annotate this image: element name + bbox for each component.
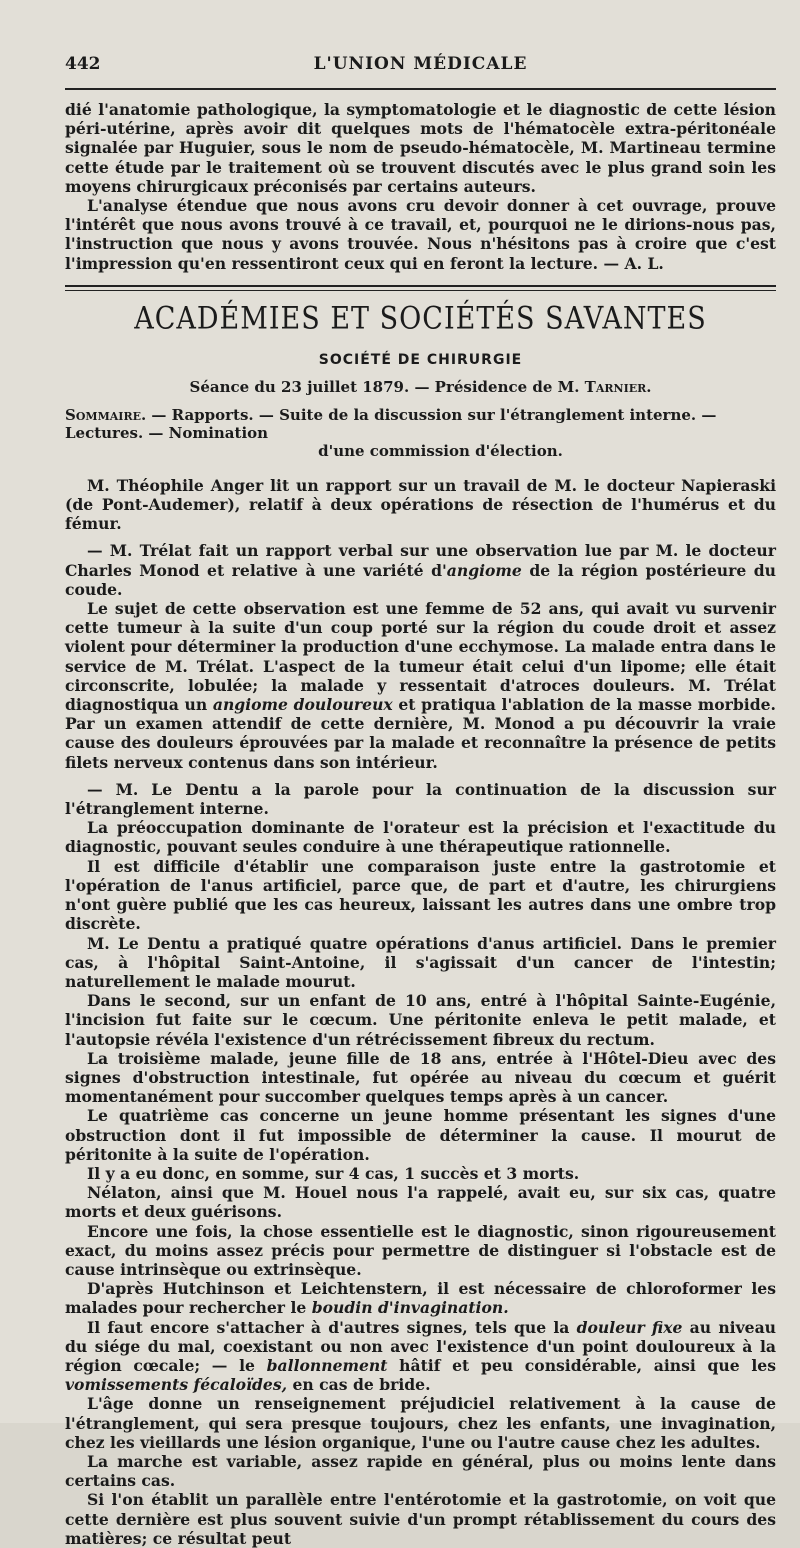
paragraph-third-case: La troisième malade, jeune fille de 18 ans, entrée à l'Hôtel-Dieu avec des signes d'obstruction intestinale, fut opérée au niveau du cœcum et guérit momentanément pour succomber quelques temps après à un cancer. (65, 1048, 776, 1107)
summary (65, 406, 776, 460)
summary-line-1 (65, 406, 776, 442)
session-text: Séance du 23 juillet 1879. — Présidence de M. (189, 377, 585, 396)
journal-title: L'UNION MÉDICALE (313, 54, 528, 74)
text-run: et pratiqua l'ablation de la masse morbide. Par un examen attendif de cette dernière, M. Monod a pu découvrir la vraie cause des douleurs éprouvées par la malade et reconnaître la présence de petits filets nerveux contenus dans son intérieur. (65, 695, 776, 772)
paragraph-observation (65, 599, 776, 772)
italic-run: angiome douloureux (212, 695, 393, 715)
running-header (65, 54, 776, 90)
session-line (65, 378, 776, 396)
paragraph-le-dentu: — M. Le Dentu a la parole pour la continuation de la discussion sur l'étranglement interne. (65, 779, 776, 819)
article-body (65, 476, 776, 1548)
paragraph-fourth-case: Le quatrième cas concerne un jeune homme présentant les signes d'une obstruction dont il fut impossible de déterminer la cause. Il mourut de péritonite à la suite de l'opération. (65, 1106, 776, 1164)
paragraph-anger: M. Théophile Anger lit un rapport sur un travail de M. le docteur Napieraski (de Pont-Audemer), relatif à deux opérations de résection de l'humérus et du fémur. (65, 475, 776, 534)
italic-run: vomissements fécaloïdes, (65, 1375, 288, 1395)
paragraph-hutchinson (65, 1279, 776, 1317)
summary-line-2: d'une commission d'élection. (318, 441, 563, 460)
page-content (65, 54, 776, 1548)
text-run: au niveau du siége du mal, coexistant ou non avec l'existence d'un point douloureux à la région cœcale; — le (65, 1317, 777, 1375)
president-name: Tarnier. (584, 377, 652, 396)
paragraph-comparison: Il est difficile d'établir une comparaison juste entre la gastrotomie et l'opération de l'anus artificiel, parce que, de part et d'autre, les chirurgiens n'ont guère publié que les cas heureux, laissant les autres dans une ombre trop discrète. (65, 856, 776, 934)
summary-label: Sommaire. (65, 405, 147, 424)
intro-paragraph-2: L'analyse étendue que nous avons cru devoir donner à cet ouvrage, prouve l'intérêt que nous avons trouvé à ce travail, et, pourquoi ne le dirions-nous pas, l'instruction que nous y avons trouvée. Nous n'hésitons pas à croire que c'est l'impression qu'en ressentiront ceux qui en feront la lecture. — A. L. (65, 196, 776, 273)
intro-paragraph-1: dié l'anatomie pathologique, la symptomatologie et le diagnostic de cette lésion péri-utérine, après avoir dit quelques mots de l'hématocèle extra-péritonéale signalée par Huguier, sous le nom de pseudo-hématocèle, M. Martineau termine cette étude par le traitement où se trouvent discutés avec le plus grand soin les moyens chirurgicaux préconisés par certains auteurs. (65, 100, 776, 196)
page-number: 442 (65, 54, 101, 74)
text-run: D'après Hutchinson et Leichtenstern, il est nécessaire de chloroformer les malades pour rechercher le (65, 1279, 776, 1318)
paragraph-nelaton: Nélaton, ainsi que M. Houel nous l'a rappelé, avait eu, sur six cas, quatre morts et deux guérisons. (65, 1183, 776, 1222)
text-run: — M. Trélat fait un rapport verbal sur une observation lue par M. le docteur Charles Monod et relative à une variété d' (65, 541, 776, 580)
intro-text (65, 100, 776, 273)
section-title: ACADÉMIES ET SOCIÉTÉS SAVANTES (134, 300, 707, 337)
text-run: Il faut encore s'attacher à d'autres signes, tels que la (87, 1317, 577, 1337)
section-divider (65, 285, 776, 291)
paragraph-signs (65, 1318, 776, 1395)
text-run: en cas de bride. (287, 1375, 431, 1395)
paragraph-total: Il y a eu donc, en somme, sur 4 cas, 1 succès et 3 morts. (87, 1163, 580, 1183)
summary-text: — Rapports. — Suite de la discussion sur l'étranglement interne. — Lectures. — Nomination (65, 405, 717, 442)
text-run: hâtif et peu considérable, ainsi que les (387, 1355, 776, 1375)
text-run: Le sujet de cette observation est une femme de 52 ans, qui avait vu survenir cette tumeur à la suite d'un coup porté sur la région du coude droit et assez violent pour déterminer la production d'une ecchymose. La malade entra dans le service de M. Trélat. L'aspect de la tumeur était celui d'un lipome; elle était circonscrite, lobulée; la malade y ressentait d'atroces douleurs. M. Trélat diagnostiqua un (65, 599, 776, 715)
paragraph-four-operations: M. Le Dentu a pratiqué quatre opérations d'anus artificiel. Dans le premier cas, à l'hôpital Saint-Antoine, il s'agissait d'un cancer de l'intestin; naturellement le malade mourut. (65, 933, 776, 991)
italic-run: angiome (446, 560, 522, 580)
paragraph-parallel: Si l'on établit un parallèle entre l'entérotomie et la gastrotomie, on voit que cette dernière est plus souvent suivie d'un prompt rétablissement du cours des matières; ce résultat peut (65, 1490, 776, 1548)
paragraph-trelat (65, 541, 776, 599)
society-heading: SOCIÉTÉ DE CHIRURGIE (318, 351, 523, 368)
paragraph-marche: La marche est variable, assez rapide en général, plus ou moins lente dans certains cas. (65, 1451, 776, 1491)
italic-run: douleur fixe (576, 1317, 683, 1337)
paragraph-preoccupation: La préoccupation dominante de l'orateur est la précision et l'exactitude du diagnostic, pouvant seules conduire à une thérapeutique rationnelle. (65, 818, 776, 857)
italic-run: ballonnement (266, 1355, 388, 1375)
italic-run: boudin d'invagination. (311, 1298, 509, 1318)
paragraph-age: L'âge donne un renseignement préjudiciel relativement à la cause de l'étranglement, qui sera presque toujours, chez les enfants, une invagination, chez les vieillards une lésion organique, l'une ou l'autre cause chez les adultes. (65, 1394, 776, 1452)
text-run: de la région postérieure du coude. (65, 560, 776, 599)
paragraph-diagnostic: Encore une fois, la chose essentielle est le diagnostic, sinon rigoureusement exact, du moins assez précis pour permettre de distinguer si l'obstacle est de cause intrinsèque ou extrinsèque. (65, 1221, 776, 1279)
paragraph-second-case: Dans le second, sur un enfant de 10 ans, entré à l'hôpital Sainte-Eugénie, l'incision fut faite sur le cœcum. Une péritonite enleva le petit malade, et l'autopsie révéla l'existence d'un rétrécissement fibreux du rectum. (65, 991, 776, 1049)
